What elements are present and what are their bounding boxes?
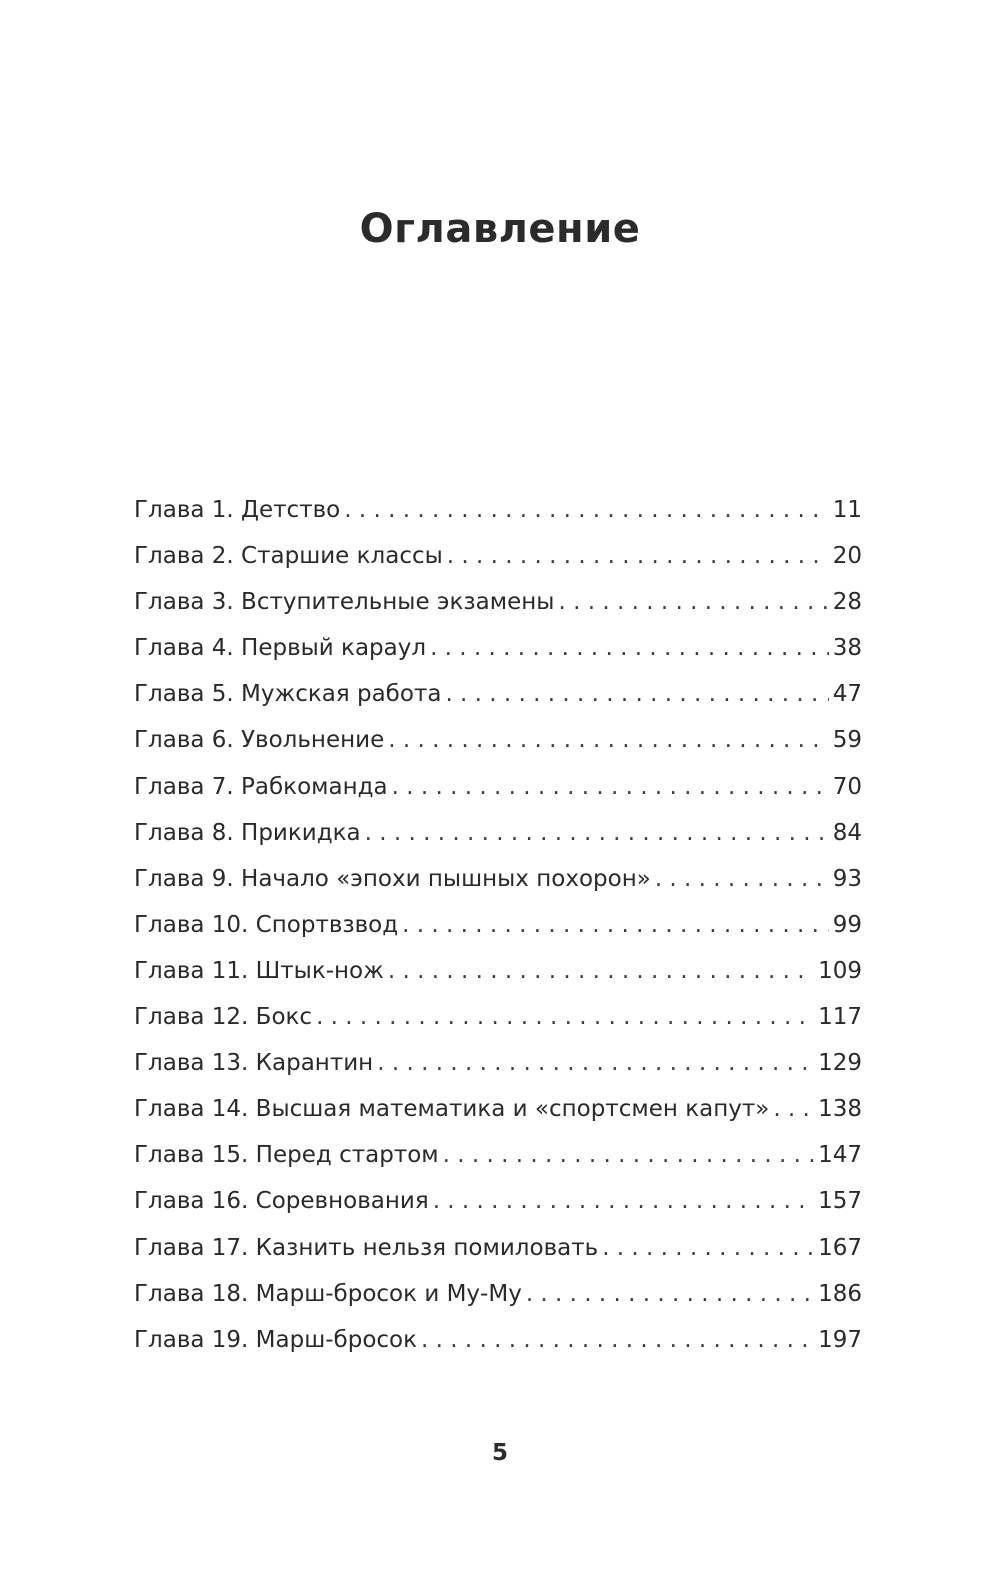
toc-entry-title: Глава 6. Увольнение — [134, 727, 385, 754]
toc-entry[interactable] — [134, 1228, 862, 1274]
toc-entry-title: Глава 13. Карантин — [134, 1050, 374, 1077]
toc-entry-page: 167 — [818, 1234, 862, 1261]
toc-entry-title: Глава 8. Прикидка — [134, 819, 361, 846]
toc-entry[interactable] — [134, 674, 862, 720]
toc-entry-title: Глава 17. Казнить нельзя помиловать — [134, 1234, 599, 1261]
toc-entry[interactable] — [134, 859, 862, 905]
toc-entry-title: Глава 4. Первый караул — [134, 635, 427, 662]
toc-entry[interactable] — [134, 582, 862, 628]
toc-entry-page: 129 — [818, 1050, 862, 1077]
dot-leader — [430, 628, 829, 668]
dot-leader — [558, 582, 828, 622]
toc-entry-page: 99 — [832, 911, 862, 938]
toc-entry-title: Глава 19. Марш-бросок — [134, 1326, 418, 1353]
page-title: Оглавление — [359, 206, 641, 252]
dot-leader — [316, 997, 814, 1037]
dot-leader — [773, 1089, 814, 1129]
toc-entry-page: 117 — [818, 1004, 862, 1031]
page-number: 5 — [491, 1440, 508, 1466]
toc-entry-title: Глава 11. Штык-нож — [134, 957, 384, 984]
toc-entry[interactable] — [134, 1320, 862, 1366]
toc-entry-page: 138 — [818, 1096, 862, 1123]
toc-entry[interactable] — [134, 997, 862, 1043]
toc-entry[interactable] — [134, 767, 862, 813]
toc-entry-page: 84 — [832, 819, 862, 846]
toc-entry-page: 59 — [832, 727, 862, 754]
toc-entry-title: Глава 18. Марш-бросок и Му-Му — [134, 1280, 522, 1307]
toc-entry[interactable] — [134, 1135, 862, 1181]
toc-entry-page: 197 — [818, 1326, 862, 1353]
toc-entry-title: Глава 3. Вступительные экзамены — [134, 589, 555, 616]
toc-entry-title: Глава 5. Мужская работа — [134, 681, 442, 708]
dot-leader — [602, 1228, 814, 1268]
dot-leader — [402, 905, 829, 945]
dot-leader — [445, 674, 828, 714]
dot-leader — [392, 767, 829, 807]
dot-leader — [655, 859, 829, 899]
toc-entry-title: Глава 12. Бокс — [134, 1004, 313, 1031]
dot-leader — [388, 720, 828, 760]
toc-entry[interactable] — [134, 536, 862, 582]
toc-entry-page: 147 — [818, 1142, 862, 1169]
toc-entry-page: 70 — [832, 773, 862, 800]
toc-entry-title: Глава 15. Перед стартом — [134, 1142, 439, 1169]
dot-leader — [365, 813, 829, 853]
toc-entry[interactable] — [134, 1181, 862, 1227]
toc-entry[interactable] — [134, 1043, 862, 1089]
toc-entry-page: 109 — [818, 957, 862, 984]
dot-leader — [443, 1135, 814, 1175]
toc-entry[interactable] — [134, 720, 862, 766]
toc-entry-page: 47 — [832, 681, 862, 708]
toc-entry-page: 38 — [832, 635, 862, 662]
dot-leader — [344, 490, 828, 530]
toc-entry-title: Глава 10. Спортвзвод — [134, 911, 399, 938]
table-of-contents — [134, 490, 862, 1366]
toc-entry-page: 20 — [832, 543, 862, 570]
toc-entry-page: 28 — [832, 589, 862, 616]
toc-entry-title: Глава 1. Детство — [134, 497, 341, 523]
toc-entry[interactable] — [134, 813, 862, 859]
toc-entry-title: Глава 7. Рабкоманда — [134, 773, 388, 800]
toc-entry-title: Глава 14. Высшая математика и «спортсмен капут» — [134, 1096, 770, 1123]
toc-entry[interactable] — [134, 490, 862, 536]
dot-leader — [433, 1181, 814, 1221]
dot-leader — [388, 951, 814, 991]
dot-leader — [526, 1274, 814, 1314]
dot-leader — [447, 536, 829, 576]
toc-entry-page: 186 — [818, 1280, 862, 1307]
toc-entry[interactable] — [134, 905, 862, 951]
dot-leader — [377, 1043, 814, 1083]
toc-entry[interactable] — [134, 1089, 862, 1135]
toc-entry-title: Глава 16. Соревнования — [134, 1188, 429, 1215]
toc-entry-page: 93 — [832, 865, 862, 892]
toc-entry[interactable] — [134, 628, 862, 674]
dot-leader — [421, 1320, 814, 1360]
toc-entry[interactable] — [134, 951, 862, 997]
toc-entry-page: 157 — [818, 1188, 862, 1215]
toc-entry-title: Глава 2. Старшие классы — [134, 543, 443, 570]
toc-entry-title: Глава 9. Начало «эпохи пышных похорон» — [134, 865, 651, 892]
toc-entry[interactable] — [134, 1274, 862, 1320]
toc-entry-page: 11 — [832, 497, 862, 523]
